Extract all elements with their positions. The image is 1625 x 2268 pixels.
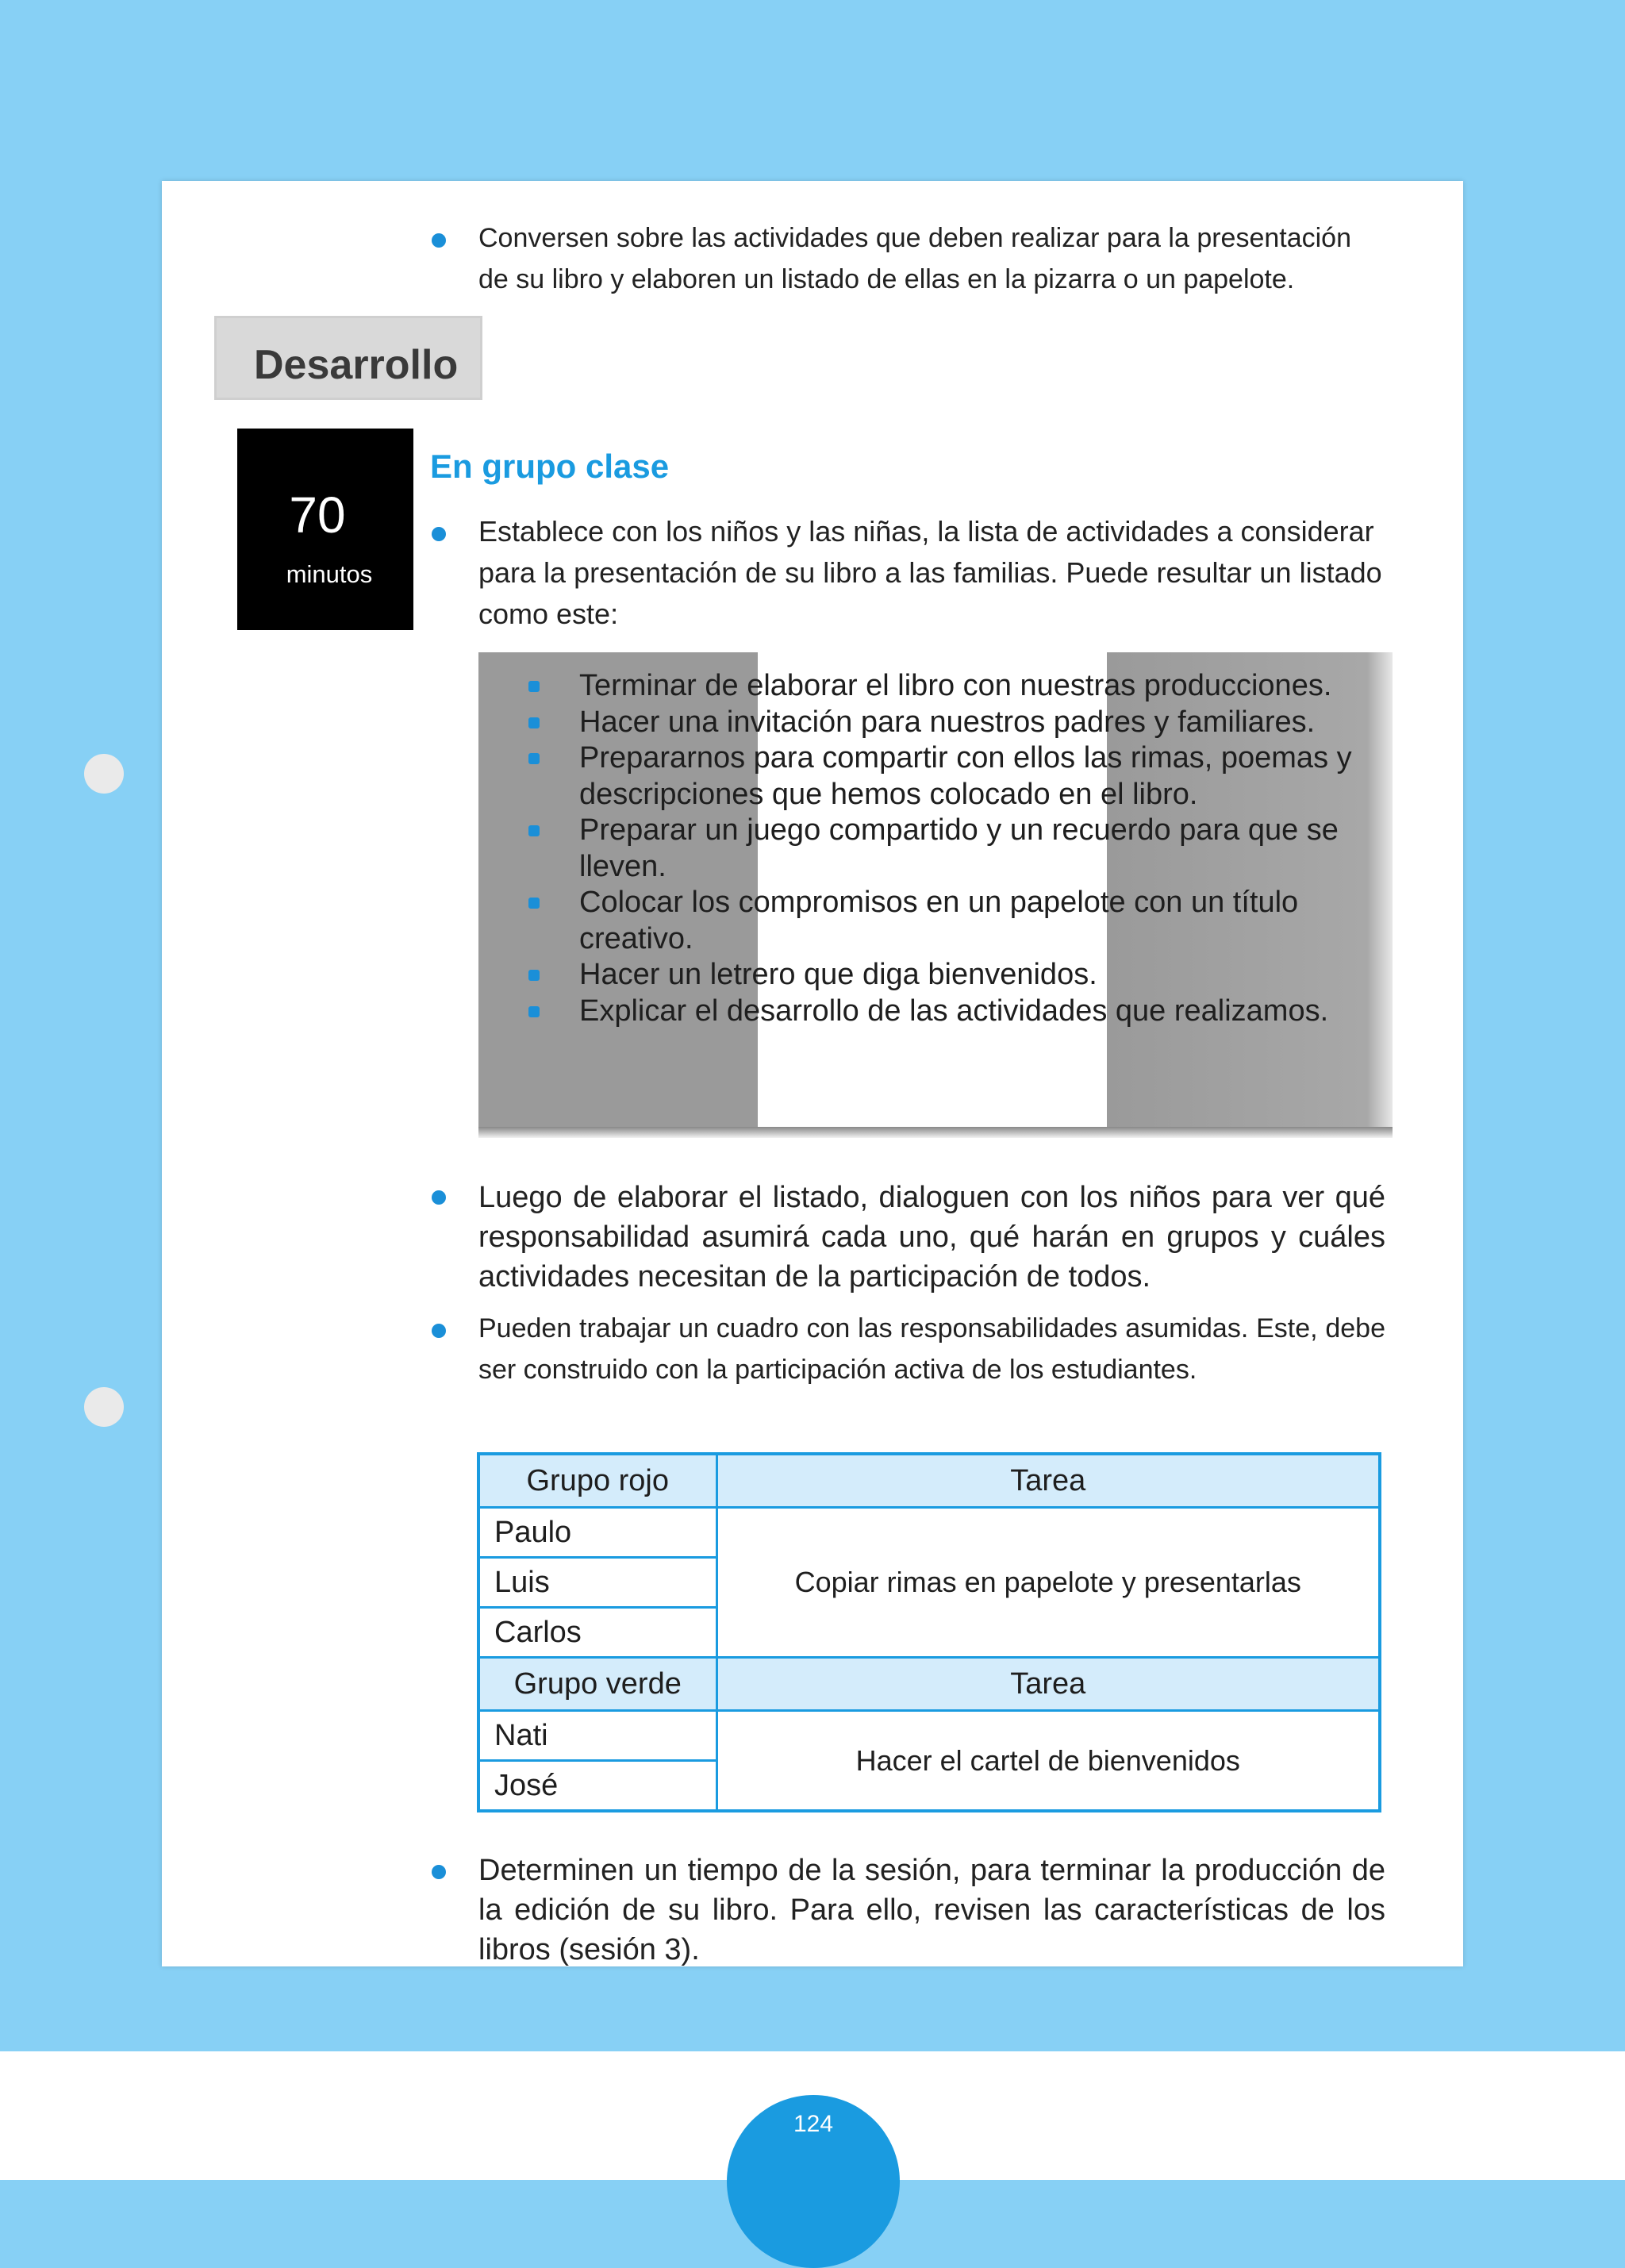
bullet-icon — [528, 753, 540, 764]
bullet-icon — [528, 970, 540, 981]
intro-paragraph: Conversen sobre las actividades que deben realizar para la presentación de su libro y elaboren un listado de ellas en la pizarra o un papelote. — [478, 223, 1352, 294]
task-cell: Hacer el cartel de bienvenidos — [716, 1711, 1380, 1812]
member-cell: Paulo — [478, 1508, 716, 1558]
activity-list-panel — [478, 652, 1393, 1138]
time-unit: minutos — [286, 560, 373, 588]
group-name-header: Grupo rojo — [478, 1454, 716, 1508]
bullet-icon — [432, 233, 446, 248]
list-item: Hacer una invitación para nuestros padres y familiares. — [478, 705, 1393, 741]
time-value: 70 — [289, 486, 346, 544]
list-item: Explicar el desarrollo de las actividades que realizamos. — [478, 994, 1393, 1030]
member-cell: José — [478, 1761, 716, 1812]
bullet-icon — [528, 681, 540, 692]
group-heading: En grupo clase — [430, 448, 670, 485]
group-name-header: Grupo verde — [478, 1658, 716, 1711]
task-header: Tarea — [716, 1454, 1380, 1508]
list-item: Hacer un letrero que diga bienvenidos. — [478, 957, 1393, 994]
page-number: 124 — [793, 2111, 834, 2137]
task-header: Tarea — [716, 1658, 1380, 1711]
paper-edge — [478, 1127, 1393, 1138]
activity-list — [478, 668, 1393, 1029]
dialogue-paragraph: Luego de elaborar el listado, dialoguen con los niños para ver qué responsabilidad asumirá cada uno, qué harán en grupos y cuáles actividades necesitan de la participación de todos. — [478, 1181, 1385, 1294]
bullet-icon — [528, 898, 540, 909]
task-cell: Copiar rimas en papelote y presentarlas — [716, 1508, 1380, 1658]
closing-paragraph: Determinen un tiempo de la sesión, para terminar la producción de la edición de su libro. Para ello, revisen las características de los libros (sesión 3). — [478, 1854, 1385, 1966]
list-item: Colocar los compromisos en un papelote con un título creativo. — [478, 885, 1393, 957]
list-item: Preparar un juego compartido y un recuerdo para que se lleven. — [478, 813, 1393, 885]
bullet-icon — [528, 825, 540, 836]
responsibilities-table — [477, 1452, 1381, 1812]
bullet-icon — [432, 1865, 446, 1879]
list-item: Terminar de elaborar el libro con nuestras producciones. — [478, 668, 1393, 705]
bullet-icon — [432, 1324, 446, 1338]
member-cell: Luis — [478, 1558, 716, 1608]
table-row — [478, 1711, 1380, 1761]
table-header-row — [478, 1454, 1380, 1508]
list-item: Prepararnos para compartir con ellos las rimas, poemas y descripciones que hemos colocado en el libro. — [478, 740, 1393, 813]
binder-hole-icon — [84, 754, 124, 794]
table-note-paragraph: Pueden trabajar un cuadro con las responsabilidades asumidas. Este, debe ser construido con la participación activa de los estudiantes. — [478, 1313, 1385, 1385]
bullet-icon — [432, 1190, 446, 1205]
bullet-icon — [528, 1006, 540, 1017]
group-intro: Establece con los niños y las niñas, la lista de actividades a considerar para la presentación de su libro a las familias. Puede resultar un listado como este: — [478, 515, 1382, 630]
binder-hole-icon — [84, 1387, 124, 1427]
section-title: Desarrollo — [254, 342, 459, 388]
member-cell: Nati — [478, 1711, 716, 1761]
table-row — [478, 1508, 1380, 1558]
bullet-icon — [528, 717, 540, 728]
table-header-row — [478, 1658, 1380, 1711]
member-cell: Carlos — [478, 1608, 716, 1658]
bullet-icon — [432, 527, 446, 541]
